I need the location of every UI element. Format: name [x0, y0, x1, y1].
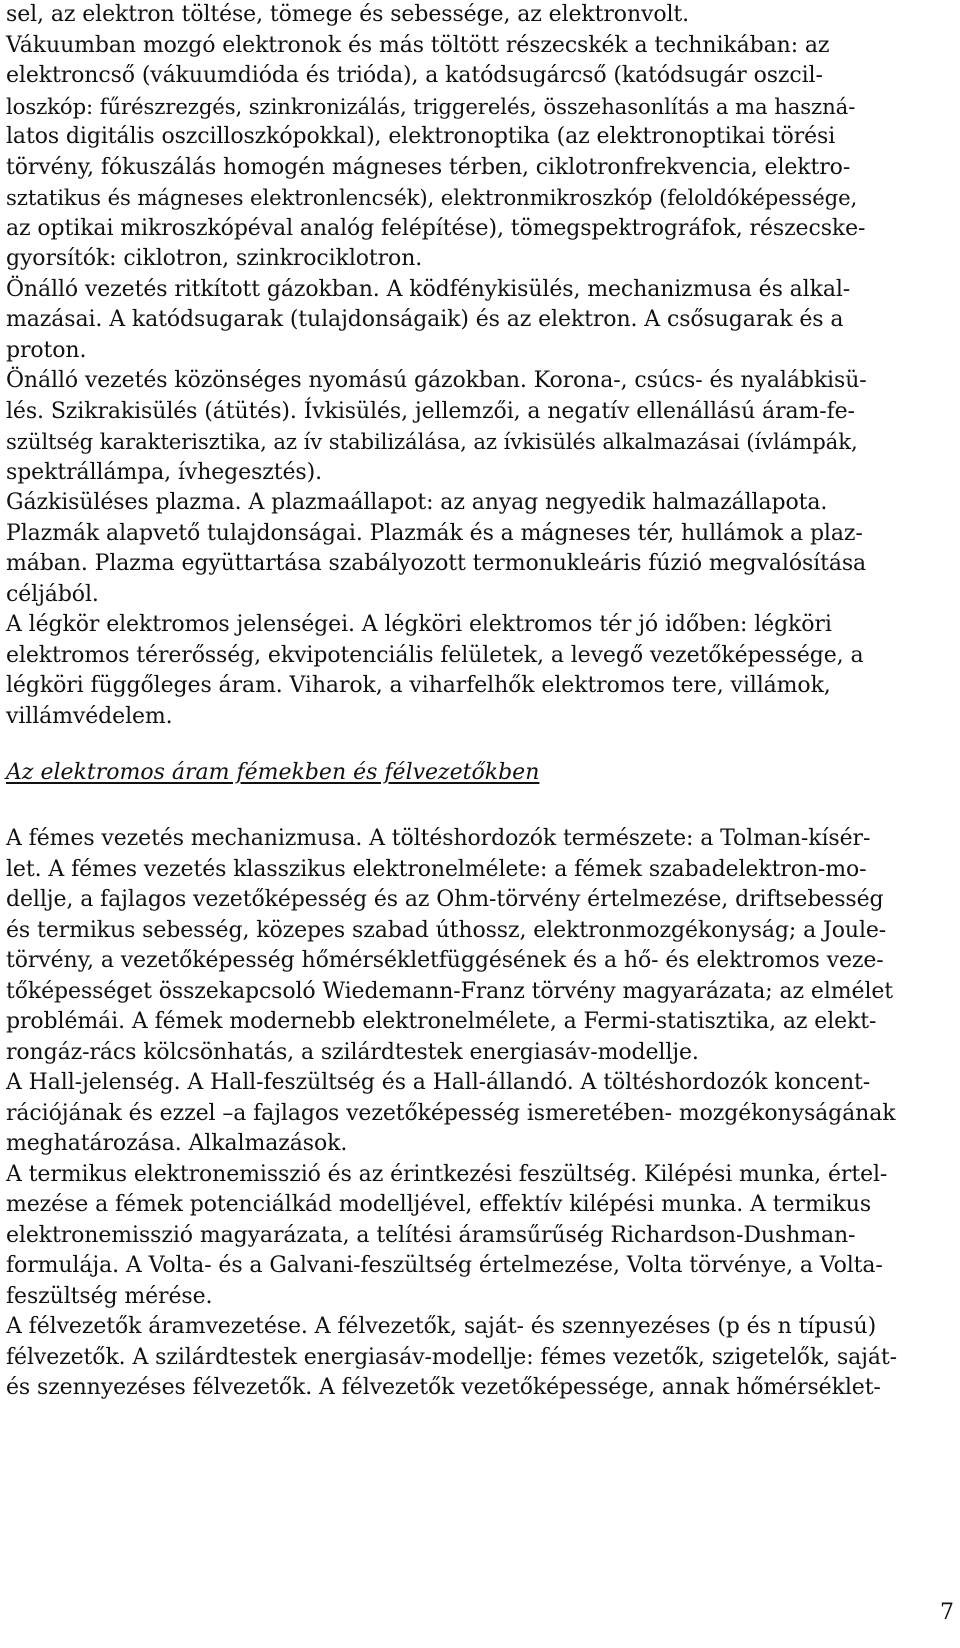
text-line: let. A fémes vezetés klasszikus elektronelmélete: a fémek szabadelektron-mo- [6, 856, 867, 882]
text-line: formulája. A Volta- és a Galvani-feszültség értelmezése, Volta törvénye, a Volta- [6, 1253, 883, 1278]
text-line: proton. [6, 337, 87, 363]
text-line: feszültség mérése. [6, 1283, 213, 1309]
text-block-part2 [6, 824, 950, 1404]
text-line: mazásai. A katódsugarak (tulajdonságaik) és az elektron. A csősugarak és a [6, 307, 844, 332]
text-line: meghatározása. Alkalmazások. [6, 1131, 348, 1156]
text-line: és szennyezéses félvezetők. A félvezetők vezetőképessége, annak hőmérséklet- [6, 1375, 881, 1400]
text-line: gyorsítók: ciklotron, szinkrociklotron. [6, 246, 423, 271]
text-line: félvezetők. A szilárdtestek energiasáv-modellje: fémes vezetők, szigetelők, saját- [6, 1344, 897, 1370]
text-line: elektromos térerősség, ekvipotenciális felületek, a levegő vezetőképessége, a [6, 642, 864, 668]
text-line: rációjának és ezzel –a fajlagos vezetőképesség ismeretében- mozgékonyságának [6, 1100, 896, 1126]
text-line: latos digitális oszcilloszkópokkal), elektronoptika (az elektronoptikai törési [6, 124, 836, 149]
text-line: elektroncső (vákuumdióda és trióda), a katódsugárcső (katódsugár oszcil- [6, 63, 823, 88]
text-line: törvény, fókuszálás homogén mágneses térben, ciklotronfrekvencia, elektro- [6, 154, 851, 180]
text-line: rongáz-rács kölcsönhatás, a szilárdtestek energiasáv-modellje. [6, 1039, 699, 1065]
text-line: Önálló vezetés ritkított gázokban. A ködfénykisülés, mechanizmusa és alkal- [6, 276, 851, 302]
text-line: dellje, a fajlagos vezetőképesség és az Ohm-törvény értelmezése, driftsebesség [6, 887, 884, 912]
text-line: A félvezetők áramvezetése. A félvezetők, saját- és szennyezéses (p és n típusú) [6, 1314, 877, 1339]
text-line: törvény, a vezetőképesség hőmérsékletfüggésének és a hő- és elektromos veze- [6, 948, 884, 973]
text-line: Plazmák alapvető tulajdonságai. Plazmák és a mágneses tér, hullámok a plaz- [6, 520, 863, 546]
text-line: A fémes vezetés mechanizmusa. A töltéshordozók természete: a Tolman-kísér- [6, 826, 871, 851]
text-line: loszkóp: fűrészrezgés, szinkronizálás, triggerelés, összehasonlítás a ma haszná- [6, 93, 856, 119]
text-line: az optikai mikroszkópéval analóg felépítése), tömegspektrográfok, részecske- [6, 215, 866, 241]
text-line: A termikus elektronemisszió és az érintkezési feszültség. Kilépési munka, értel- [6, 1161, 888, 1187]
page-number: 7 [940, 1600, 954, 1625]
text-line: Önálló vezetés közönséges nyomású gázokban. Korona-, csúcs- és nyalábkisü- [6, 368, 867, 393]
text-line: tőképességet összekapcsoló Wiedemann-Franz törvény magyarázata; az elmélet [6, 978, 894, 1004]
text-line: céljából. [6, 581, 99, 607]
text-line: sztatikus és mágneses elektronlencsék), elektronmikroszkóp (feloldóképessége, [6, 185, 858, 210]
text-line: légköri függőleges áram. Viharok, a viharfelhők elektromos tere, villámok, [6, 673, 831, 698]
section-heading: Az elektromos áram fémekben és félvezetőkben [6, 760, 540, 785]
text-line: mezése a fémek potenciálkád modelljével, effektív kilépési munka. A termikus [6, 1192, 872, 1217]
text-line: A Hall-jelenség. A Hall-feszültség és a Hall-állandó. A töltéshordozók koncent- [6, 1070, 871, 1095]
text-line: és termikus sebesség, közepes szabad úthossz, elektronmozgékonyság; a Joule- [6, 917, 887, 943]
text-line: spektrállámpa, ívhegesztés). [6, 459, 322, 485]
text-line: problémái. A fémek modernebb elektronelmélete, a Fermi-statisztika, az elekt- [6, 1009, 877, 1034]
text-line: lés. Szikrakisülés (átütés). Ívkisülés, jellemzői, a negatív ellenállású áram-fe- [6, 398, 855, 424]
text-line: szültség karakterisztika, az ív stabilizálása, az ívkisülés alkalmazásai (ívlámpák, [6, 429, 858, 454]
text-line: A légkör elektromos jelenségei. A légköri elektromos tér jó időben: légköri [6, 612, 832, 637]
text-line: Vákuumban mozgó elektronok és más töltött részecskék a technikában: az [6, 32, 830, 58]
text-block-part1 [6, 0, 950, 732]
document-page [6, 0, 950, 1404]
text-line: sel, az elektron töltése, tömege és sebessége, az elektronvolt. [6, 2, 690, 27]
text-line: elektronemisszió magyarázata, a telítési áramsűrűség Richardson-Dushman- [6, 1222, 856, 1248]
text-line: mában. Plazma együttartása szabályozott termonukleáris fúzió megvalósítása [6, 551, 867, 576]
text-line: villámvédelem. [6, 703, 173, 729]
text-line: Gázkisüléses plazma. A plazmaállapot: az anyag negyedik halmazállapota. [6, 490, 828, 515]
